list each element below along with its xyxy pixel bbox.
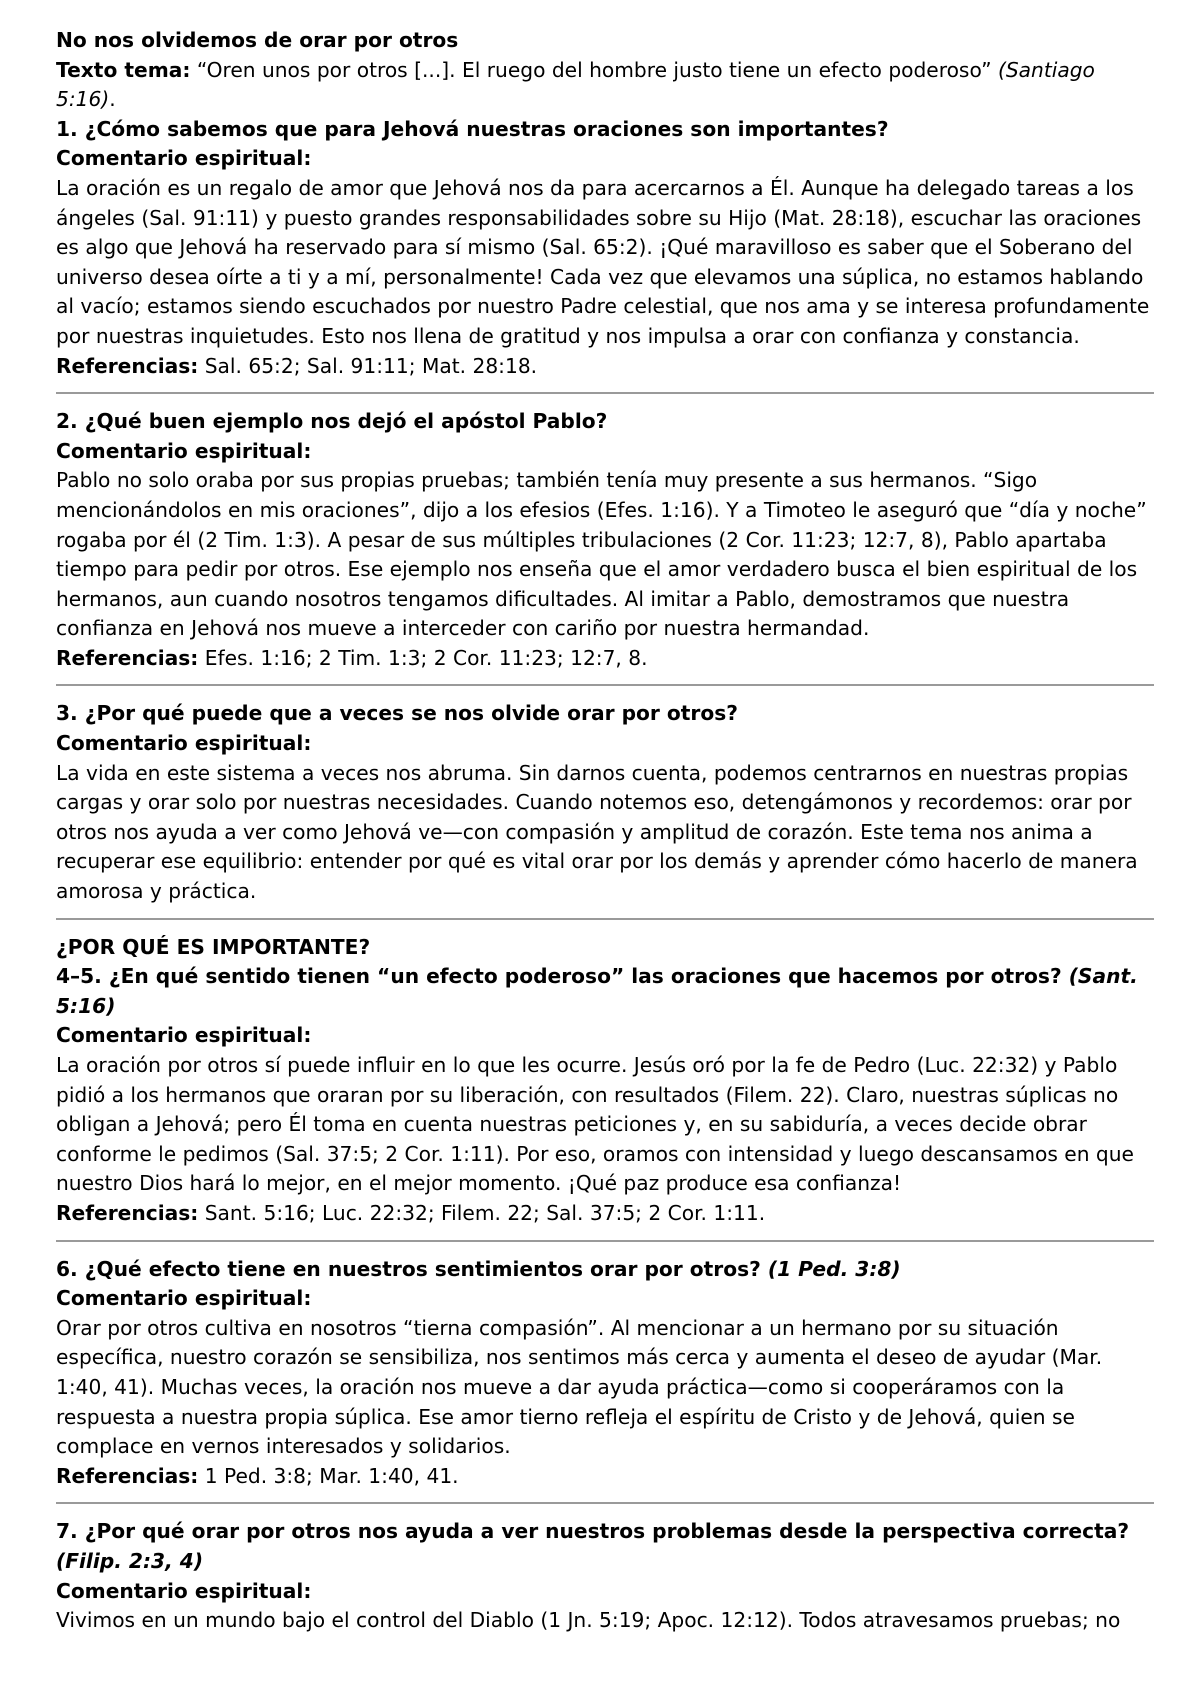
section-divider: [56, 1502, 1154, 1504]
section-divider: [56, 392, 1154, 394]
section-7: [56, 1517, 1154, 1635]
references-label: Referencias:: [56, 353, 199, 378]
theme-quote: “Oren unos por otros [...]. El ruego del hombre justo tiene un efecto poderoso”: [190, 57, 998, 82]
document-title: No nos olvidemos de orar por otros: [56, 28, 459, 52]
references-list: Sal. 65:2; Sal. 91:11; Mat. 28:18.: [198, 353, 538, 378]
question-reference: (1 Ped. 3:8): [767, 1256, 901, 1281]
question-text: 2. ¿Qué buen ejemplo nos dejó el apóstol Pablo?: [56, 409, 608, 434]
theme-text: [56, 56, 1154, 115]
section-divider: [56, 1240, 1154, 1242]
comment-label: Comentario espiritual:: [56, 438, 312, 463]
question-reference: (Filip. 2:3, 4): [56, 1548, 204, 1573]
question-text: 7. ¿Por qué orar por otros nos ayuda a ver nuestros problemas desde la perspectiva correcta?: [56, 1519, 1130, 1544]
section-question: [56, 1517, 1154, 1576]
comment-label: Comentario espiritual:: [56, 1286, 312, 1311]
section-question: [56, 962, 1154, 1021]
section-4-5: [56, 933, 1154, 1229]
theme-label: Texto tema:: [56, 57, 191, 82]
comment-body: La oración es un regalo de amor que Jehová nos da para acercarnos a Él. Aunque ha delegado tareas a los ángeles (Sal. 91:11) y puesto grandes responsabilidades sobre su Hijo (Mat. 28:18), escuchar las oraciones es algo que Jehová ha reservado para sí mismo (Sal. 65:2). ¡Qué maravilloso es saber que el Soberano del universo desea oírte a ti y a mí, personalmente! Cada vez que elevamos una súplica, no estamos hablando al vacío; estamos siendo escuchados por nuestro Padre celestial, que nos ama y se interesa profundamente por nuestras inquietudes. Esto nos llena de gratitud y nos impulsa a orar con confianza y constancia.: [56, 175, 1150, 348]
references-list: 1 Ped. 3:8; Mar. 1:40, 41.: [198, 1463, 459, 1488]
section-divider: [56, 684, 1154, 686]
section-1: [56, 115, 1154, 381]
comment-body: Vivimos en un mundo bajo el control del Diablo (1 Jn. 5:19; Apoc. 12:12). Todos atravesamos pruebas; no: [56, 1608, 1121, 1633]
comment-body: La vida en este sistema a veces nos abruma. Sin darnos cuenta, podemos centrarnos en nuestras propias cargas y orar solo por nuestras necesidades. Cuando notemos eso, detengámonos y recordemos: orar por otros nos ayuda a ver como Jehová ve—con compasión y amplitud de corazón. Este tema nos anima a recuperar ese equilibrio: entender por qué es vital orar por los demás y aprender cómo hacerlo de manera amorosa y práctica.: [56, 760, 1138, 904]
comment-body: Orar por otros cultiva en nosotros “tierna compasión”. Al mencionar a un hermano por su situación específica, nuestro corazón se sensibiliza, nos sentimos más cerca y aumenta el deseo de ayudar (Mar. 1:40, 41). Muchas veces, la oración nos mueve a dar ayuda práctica—como si cooperáramos con la respuesta a nuestra propia súplica. Ese amor tierno refleja el espíritu de Cristo y de Jehová, quien se complace en vernos interesados y solidarios.: [56, 1315, 1103, 1459]
comment-label: Comentario espiritual:: [56, 1023, 312, 1048]
section-3: [56, 699, 1154, 906]
section-question: [56, 115, 1154, 145]
references-list: Efes. 1:16; 2 Tim. 1:3; 2 Cor. 11:23; 12:7, 8.: [198, 645, 648, 670]
references-label: Referencias:: [56, 1463, 199, 1488]
references: [56, 1462, 1154, 1492]
references-label: Referencias:: [56, 645, 199, 670]
section-heading: ¿POR QUÉ ES IMPORTANTE?: [56, 934, 371, 959]
question-text: 3. ¿Por qué puede que a veces se nos olvide orar por otros?: [56, 701, 738, 726]
comment-label: Comentario espiritual:: [56, 146, 312, 171]
comment-body: Pablo no solo oraba por sus propias pruebas; también tenía muy presente a sus hermanos. “Sigo mencionándolos en mis oraciones”, dijo a los efesios (Efes. 1:16). Y a Timoteo le aseguró que “día y noche” rogaba por él (2 Tim. 1:3). A pesar de sus múltiples tribulaciones (2 Cor. 11:23; 12:7, 8), Pablo apartaba tiempo para pedir por otros. Ese ejemplo nos enseña que el amor verdadero busca el bien espiritual de los hermanos, aun cuando nosotros tengamos dificultades. Al imitar a Pablo, demostramos que nuestra confianza en Jehová nos mueve a interceder con cariño por nuestra hermandad.: [56, 468, 1147, 641]
references: [56, 1199, 1154, 1229]
references: [56, 352, 1154, 382]
comment-label: Comentario espiritual:: [56, 1578, 312, 1603]
comment-body: La oración por otros sí puede influir en lo que les ocurre. Jesús oró por la fe de Pedro (Luc. 22:32) y Pablo pidió a los hermanos que oraran por su liberación, con resultados (Filem. 22). Claro, nuestras súplicas no obligan a Jehová; pero Él toma en cuenta nuestras peticiones y, en su sabiduría, a veces decide obrar conforme le pedimos (Sal. 37:5; 2 Cor. 1:11). Por eso, oramos con intensidad y luego descansamos en que nuestro Dios hará lo mejor, en el mejor momento. ¡Qué paz produce esa confianza!: [56, 1053, 1134, 1196]
theme-reference: (Santiago 5:16): [56, 57, 1095, 112]
section-question: [56, 699, 1154, 729]
references: [56, 644, 1154, 674]
question-text: 4–5. ¿En qué sentido tienen “un efecto poderoso” las oraciones que hacemos por otros?: [56, 964, 1069, 989]
section-question: [56, 1255, 1154, 1285]
question-text: 1. ¿Cómo sabemos que para Jehová nuestras oraciones son importantes?: [56, 116, 889, 141]
section-question: [56, 407, 1154, 437]
comment-label: Comentario espiritual:: [56, 731, 312, 756]
document-header: [56, 26, 1154, 115]
question-reference: (Sant. 5:16): [56, 964, 1138, 1018]
theme-end: .: [109, 87, 116, 112]
section-2: [56, 407, 1154, 673]
references-label: Referencias:: [56, 1200, 199, 1225]
section-divider: [56, 918, 1154, 920]
question-text: 6. ¿Qué efecto tiene en nuestros sentimientos orar por otros?: [56, 1256, 768, 1281]
section-6: [56, 1255, 1154, 1492]
references-list: Sant. 5:16; Luc. 22:32; Filem. 22; Sal. 37:5; 2 Cor. 1:11.: [198, 1200, 766, 1225]
